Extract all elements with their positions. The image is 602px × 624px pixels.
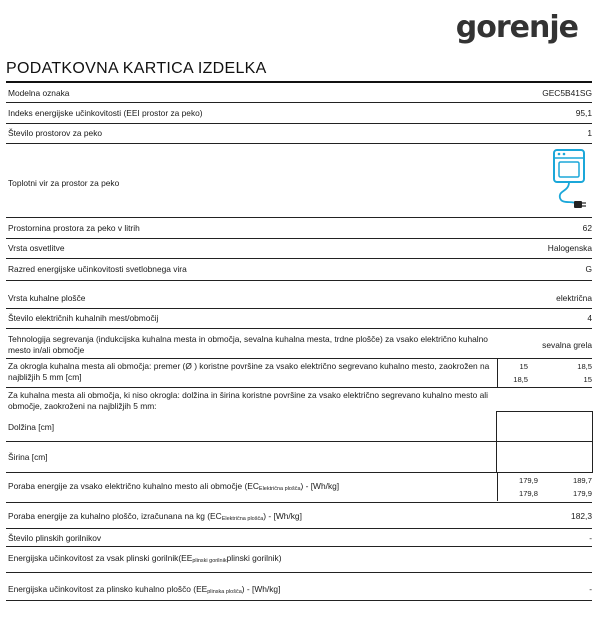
hob-type-value: električna [556, 293, 592, 303]
divider [6, 238, 592, 239]
gas-efficiency-hob-label: Energijska učinkovitost za plinsko kuhalno ploščo (EEplinska plošča) - [Wh/kg] [8, 584, 281, 595]
brand-logo: gorenje [455, 10, 578, 45]
width-box [496, 441, 593, 473]
model-label: Modelna oznaka [8, 88, 70, 98]
gas-efficiency-hob-value: - [589, 584, 592, 594]
light-type-value: Halogenska [547, 243, 592, 253]
divider [6, 217, 592, 218]
divider [6, 546, 592, 547]
length-box [496, 411, 593, 443]
consumption-zone-value: 189,7 [572, 476, 592, 485]
consumption-hob-label: Poraba energije za kuhalno ploščo, izračunana na kg (ECElektrična plošča) - [Wh/kg] [8, 511, 302, 522]
round-zones-label: Za okrogla kuhalna mesta ali območja: premer (Ø ) koristne površine za vsako električno segrevano kuhalno mesto, zaokrožen na najbližjih 5 mm [cm] [8, 361, 490, 382]
gas-burners-value: - [589, 533, 592, 543]
electric-oven-icon [552, 148, 588, 212]
divider [6, 102, 592, 103]
divider [6, 472, 592, 473]
round-zone-value: 15 [519, 362, 528, 371]
divider [6, 441, 496, 442]
divider [6, 600, 592, 601]
eei-value: 95,1 [575, 108, 592, 118]
light-class-value: G [585, 264, 592, 274]
volume-value: 62 [582, 223, 592, 233]
consumption-zone-label: Poraba energije za vsako električno kuhalno mesto ali območje (ECElektrična plošča) - [Wh/kg] [8, 481, 340, 492]
divider [6, 258, 592, 259]
divider [6, 328, 592, 329]
divider [6, 308, 592, 309]
divider [6, 358, 592, 359]
divider [6, 143, 592, 144]
heat-source-label: Toplotni vir za prostor za peko [8, 178, 120, 188]
divider [6, 572, 592, 573]
non-round-label: Za kuhalna mesta ali območja, ki niso okrogla: dolžina in širina koristne površine za vsako električno segrevano kuhalno mesto ali območje, zaokroženi na najbližjih 5 mm: [8, 390, 488, 411]
round-zone-value: 15 [583, 375, 592, 384]
title-rule [6, 81, 592, 83]
page-title: PODATKOVNA KARTICA IZDELKA [6, 60, 267, 77]
round-zone-value: 18,5 [577, 362, 592, 371]
cavities-label: Število prostorov za peko [8, 128, 103, 138]
technology-label: Tehnologija segrevanja (indukcijska kuhalna mesta in območja, sevalna kuhalna mesta, trdne plošče) za vsako električno kuhalno mesto in/ali območje [8, 334, 488, 355]
divider [6, 123, 592, 124]
model-value: GEC5B41SG [542, 88, 592, 98]
divider [6, 502, 592, 503]
consumption-zone-value: 179,9 [572, 489, 592, 498]
divider [6, 528, 592, 529]
hob-type-label: Vrsta kuhalne plošče [8, 293, 86, 303]
divider [6, 387, 592, 388]
column-divider [497, 358, 498, 387]
round-zone-value: 18,5 [513, 375, 528, 384]
zones-value: 4 [587, 313, 592, 323]
consumption-zone-value: 179,8 [518, 489, 538, 498]
eei-label: Indeks energijske učinkovitosti (EEI prostor za peko) [8, 108, 203, 118]
light-class-label: Razred energijske učinkovitosti svetlobnega vira [8, 264, 187, 274]
gas-efficiency-each-label: Energijska učinkovitost za vsak plinski gorilnik(EEplinski gorilnikplinski gorilnik) [8, 553, 282, 564]
zones-label: Število električnih kuhalnih mest/območij [8, 313, 159, 323]
consumption-hob-value: 182,3 [571, 511, 592, 521]
width-label: Širina [cm] [8, 452, 48, 462]
light-type-label: Vrsta osvetlitve [8, 243, 65, 253]
technology-value: sevalna grela [542, 340, 592, 350]
volume-label: Prostornina prostora za peko v litrih [8, 223, 140, 233]
gas-burners-label: Število plinskih gorilnikov [8, 533, 102, 543]
column-divider [497, 472, 498, 501]
cavities-value: 1 [587, 128, 592, 138]
consumption-zone-value: 179,9 [518, 476, 538, 485]
length-label: Dolžina [cm] [8, 422, 55, 432]
divider [6, 280, 592, 281]
